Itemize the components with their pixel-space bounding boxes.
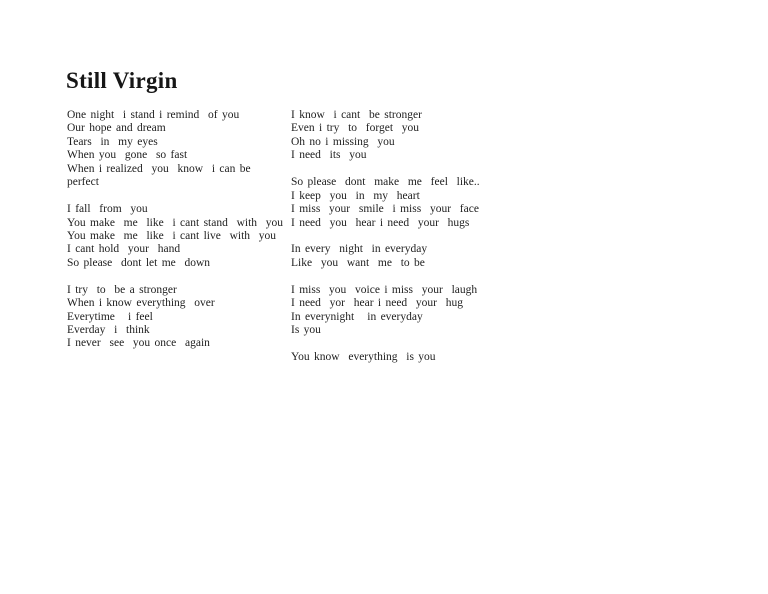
lyrics-column-left <box>67 109 289 351</box>
lyric-line: I need you hear i need your hugs <box>291 216 470 229</box>
lyric-line <box>67 270 289 283</box>
lyric-line: When you gone so fast <box>67 149 188 162</box>
lyrics-column-right <box>291 109 501 364</box>
lyric-line: I miss you voice i miss your laugh <box>291 283 478 296</box>
lyric-line: In everynight in everyday <box>291 310 423 323</box>
lyric-line: When i know everything over <box>67 297 215 310</box>
lyric-line: I keep you in my heart <box>291 189 420 202</box>
lyric-line: You make me like i cant live with you <box>67 229 277 242</box>
lyric-line: In every night in everyday <box>291 243 428 256</box>
lyric-line: I fall from you <box>67 203 148 216</box>
lyric-line: I miss your smile i miss your face <box>291 203 479 216</box>
lyric-line: I never see you once again <box>67 337 210 350</box>
lyric-line: perfect <box>67 176 99 189</box>
lyric-line: One night i stand i remind of you <box>67 109 240 121</box>
lyric-line: I try to be a stronger <box>67 283 177 296</box>
lyric-line: You make me like i cant stand with you <box>67 216 284 229</box>
lyric-line: When i realized you know i can be <box>67 162 251 175</box>
lyric-line: Even i try to forget you <box>291 122 420 135</box>
lyric-line: So please dont make me feel like.. <box>291 176 480 189</box>
lyric-line: Everday i think <box>67 324 150 336</box>
lyric-line: I cant hold your hand <box>67 243 181 256</box>
lyric-line: I need yor hear i need your hug <box>291 297 464 310</box>
lyric-line <box>291 337 501 350</box>
lyric-line: Is you <box>291 324 321 336</box>
lyric-line: Oh no i missing you <box>291 135 395 148</box>
lyric-line: Like you want me to be <box>291 256 425 269</box>
lyric-line: Everytime i feel <box>67 310 153 323</box>
lyric-line: So please dont let me down <box>67 256 211 269</box>
lyric-line: I know i cant be stronger <box>291 109 422 121</box>
lyric-line: Our hope and dream <box>67 122 166 135</box>
lyric-line: I need its you <box>291 149 367 162</box>
page-title: Still Virgin <box>66 68 178 93</box>
lyric-line <box>291 163 501 176</box>
lyric-line <box>291 230 501 243</box>
lyric-line: Tears in my eyes <box>67 135 158 148</box>
lyric-line <box>67 190 289 203</box>
lyric-line: You know everything is you <box>291 350 436 363</box>
lyric-line <box>291 270 501 283</box>
